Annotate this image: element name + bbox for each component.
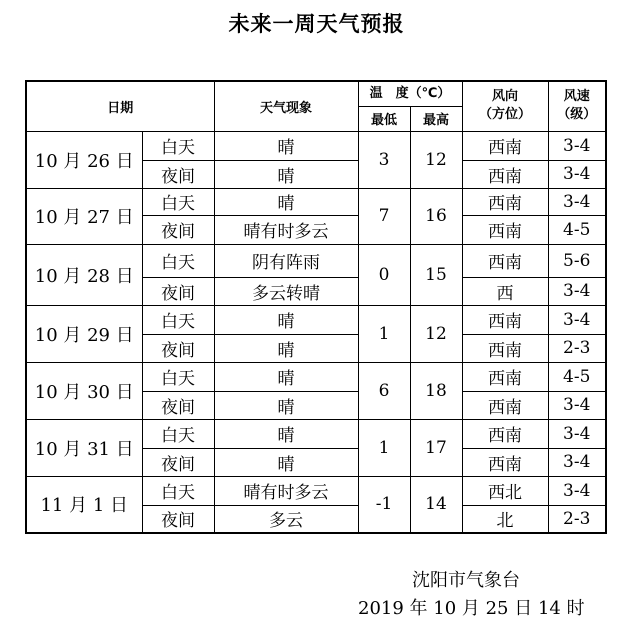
wind-speed-cell: 3-4 (548, 419, 606, 448)
table-row (26, 188, 606, 215)
wind-direction-cell: 西 (462, 277, 548, 305)
weather-cell: 晴有时多云 (214, 476, 358, 505)
period-cell: 夜间 (142, 448, 214, 476)
period-cell: 白天 (142, 131, 214, 160)
wind-speed-cell: 5-6 (548, 244, 606, 277)
weather-cell: 阴有阵雨 (214, 244, 358, 277)
header-wind-speed-line2: （级） (557, 107, 597, 123)
header-wind-speed (548, 81, 606, 131)
temp-high-cell: 12 (410, 131, 462, 188)
date-cell: 11 月 1 日 (26, 476, 142, 533)
forecast-table (25, 80, 607, 534)
header-temp-high: 最高 (410, 106, 462, 131)
wind-direction-cell: 西南 (462, 305, 548, 334)
table-row (26, 305, 606, 334)
temp-low-cell: 1 (358, 305, 410, 362)
period-cell: 白天 (142, 305, 214, 334)
wind-speed-cell: 2-3 (548, 334, 606, 362)
period-cell: 白天 (142, 188, 214, 215)
period-cell: 白天 (142, 419, 214, 448)
date-cell: 10 月 29 日 (26, 305, 142, 362)
date-cell: 10 月 28 日 (26, 244, 142, 305)
temp-high-cell: 17 (410, 419, 462, 476)
wind-direction-cell: 西南 (462, 160, 548, 188)
weather-cell: 晴 (214, 131, 358, 160)
period-cell: 夜间 (142, 505, 214, 533)
period-cell: 夜间 (142, 160, 214, 188)
table-row (26, 362, 606, 391)
period-cell: 白天 (142, 362, 214, 391)
date-cell: 10 月 31 日 (26, 419, 142, 476)
issuing-organization: 沈阳市气象台 (412, 570, 520, 591)
weather-cell: 多云 (214, 505, 358, 533)
temp-low-cell: 3 (358, 131, 410, 188)
page-title: 未来一周天气预报 (228, 12, 405, 36)
weather-cell: 晴 (214, 362, 358, 391)
wind-direction-cell: 西南 (462, 391, 548, 419)
date-cell: 10 月 30 日 (26, 362, 142, 419)
weather-cell: 晴 (214, 419, 358, 448)
table-row (26, 476, 606, 505)
temp-high-cell: 14 (410, 476, 462, 533)
period-cell: 夜间 (142, 334, 214, 362)
wind-speed-cell: 3-4 (548, 188, 606, 215)
wind-direction-cell: 北 (462, 505, 548, 533)
date-cell: 10 月 27 日 (26, 188, 142, 244)
wind-direction-cell: 西南 (462, 419, 548, 448)
header-wind-speed-line1: 风速 (563, 89, 590, 105)
weather-cell: 晴 (214, 188, 358, 215)
table-row (26, 244, 606, 277)
wind-direction-cell: 西南 (462, 244, 548, 277)
wind-speed-cell: 3-4 (548, 448, 606, 476)
header-wind-direction-line2: （方位） (478, 107, 531, 123)
temp-high-cell: 16 (410, 188, 462, 244)
wind-speed-cell: 3-4 (548, 160, 606, 188)
issue-time: 2019 年 10 月 25 日 14 时 (358, 598, 585, 619)
wind-speed-cell: 4-5 (548, 215, 606, 244)
date-cell: 10 月 26 日 (26, 131, 142, 188)
period-cell: 夜间 (142, 277, 214, 305)
header-wind-direction-line1: 风向 (491, 89, 518, 105)
wind-direction-cell: 西南 (462, 131, 548, 160)
temp-low-cell: 0 (358, 244, 410, 305)
wind-speed-cell: 3-4 (548, 277, 606, 305)
wind-speed-cell: 2-3 (548, 505, 606, 533)
weather-cell: 晴 (214, 391, 358, 419)
header-wind-direction (462, 81, 548, 131)
forecast-body (26, 131, 606, 533)
weather-cell: 晴 (214, 448, 358, 476)
period-cell: 白天 (142, 476, 214, 505)
temp-low-cell: 7 (358, 188, 410, 244)
temp-low-cell: 6 (358, 362, 410, 419)
temp-high-cell: 12 (410, 305, 462, 362)
wind-speed-cell: 3-4 (548, 131, 606, 160)
temp-high-cell: 18 (410, 362, 462, 419)
header-temperature: 温 度（℃） (358, 81, 462, 106)
wind-direction-cell: 西南 (462, 334, 548, 362)
header-temp-low: 最低 (358, 106, 410, 131)
weather-cell: 晴 (214, 160, 358, 188)
header-weather: 天气现象 (214, 81, 358, 131)
period-cell: 夜间 (142, 215, 214, 244)
wind-speed-cell: 3-4 (548, 391, 606, 419)
wind-direction-cell: 西北 (462, 476, 548, 505)
temp-high-cell: 15 (410, 244, 462, 305)
wind-speed-cell: 3-4 (548, 305, 606, 334)
temp-low-cell: 1 (358, 419, 410, 476)
period-cell: 夜间 (142, 391, 214, 419)
table-row (26, 131, 606, 160)
wind-speed-cell: 4-5 (548, 362, 606, 391)
wind-direction-cell: 西南 (462, 448, 548, 476)
header-date: 日期 (26, 81, 214, 131)
wind-direction-cell: 西南 (462, 362, 548, 391)
weather-cell: 晴 (214, 334, 358, 362)
weather-cell: 多云转晴 (214, 277, 358, 305)
weather-cell: 晴有时多云 (214, 215, 358, 244)
table-row (26, 419, 606, 448)
wind-direction-cell: 西南 (462, 215, 548, 244)
wind-direction-cell: 西南 (462, 188, 548, 215)
weather-cell: 晴 (214, 305, 358, 334)
temp-low-cell: -1 (358, 476, 410, 533)
period-cell: 白天 (142, 244, 214, 277)
wind-speed-cell: 3-4 (548, 476, 606, 505)
